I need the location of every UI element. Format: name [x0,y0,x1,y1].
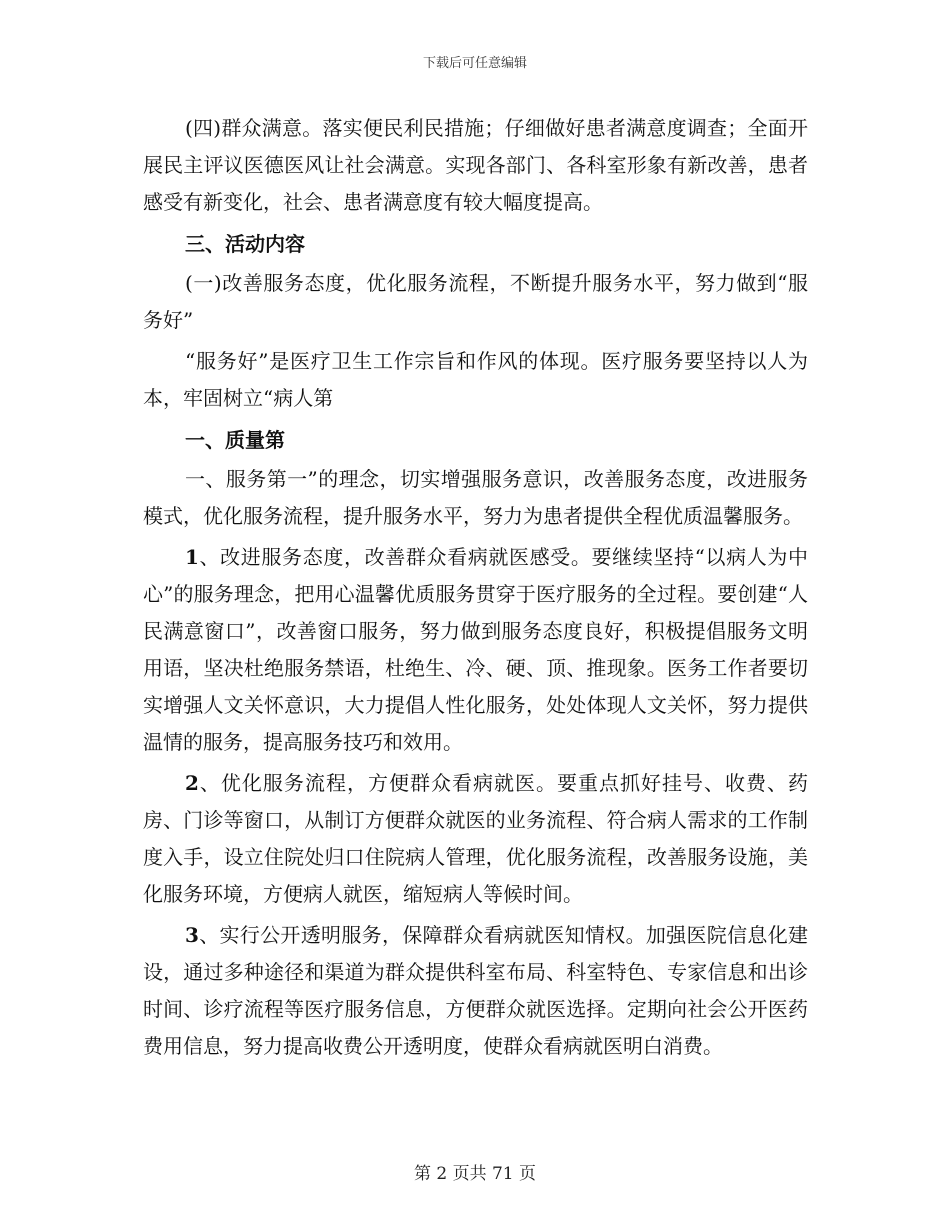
page-number-footer: 第 2 页共 71 页 [413,1164,537,1184]
item-number-3: 3 [185,923,199,947]
section-heading-activity-content: 三、活动内容 [185,232,305,256]
paragraph-item-1 [143,539,808,761]
paragraph-item-3 [143,917,808,1065]
document-body [143,110,808,1069]
item-number-1: 1 [185,545,199,569]
paragraph-good-service: “服务好”是医疗卫生工作宗旨和作风的体现。医疗服务要坚持以人为本，牢固树立“病人第 [143,349,808,410]
section-heading-quality-first: 一、质量第 [185,428,285,452]
paragraph-service-first: 一、服务第一”的理念，切实增强服务意识，改善服务态度，改进服务模式，优化服务流程，提升服务水平，努力为患者提供全程优质温馨服务。 [143,467,808,528]
item-number-2: 2 [185,771,199,795]
item-text-2: 、优化服务流程，方便群众看病就医。要重点抓好挂号、收费、药房、门诊等窗口，从制订方便群众就医的业务流程、符合病人需求的工作制度入手，设立住院处归口住院病人管理，优化服务流程，改善服务设施，美化服务环境，方便病人就医，缩短病人等候时间。 [143,771,808,906]
item-text-3: 、实行公开透明服务，保障群众看病就医知情权。加强医院信息化建设，通过多种途径和渠道为群众提供科室布局、科室特色、专家信息和出诊时间、诊疗流程等医疗服务信息，方便群众就医选择。定期向社会公开医药费用信息，努力提高收费公开透明度，使群众看病就医明白消费。 [143,923,808,1058]
page-header-note: 下载后可任意编辑 [422,56,527,71]
paragraph-improve-service-attitude: (一)改善服务态度，优化服务流程，不断提升服务水平，努力做到“服务好” [143,271,808,332]
paragraph-mass-satisfaction: (四)群众满意。落实便民利民措施；仔细做好患者满意度调查；全面开展民主评议医德医风让社会满意。实现各部门、各科室形象有新改善，患者感受有新变化，社会、患者满意度有较大幅度提高。 [143,116,808,214]
item-text-1: 、改进服务态度，改善群众看病就医感受。要继续坚持“以病人为中心”的服务理念，把用心温馨优质服务贯穿于医疗服务的全过程。要创建“人民满意窗口”，改善窗口服务，努力做到服务态度良好，积极提倡服务文明用语，坚决杜绝服务禁语，杜绝生、冷、硬、顶、推现象。医务工作者要切实增强人文关怀意识，大力提倡人性化服务，处处体现人文关怀，努力提供温情的服务，提高服务技巧和效用。 [143,545,808,754]
paragraph-item-2 [143,765,808,913]
